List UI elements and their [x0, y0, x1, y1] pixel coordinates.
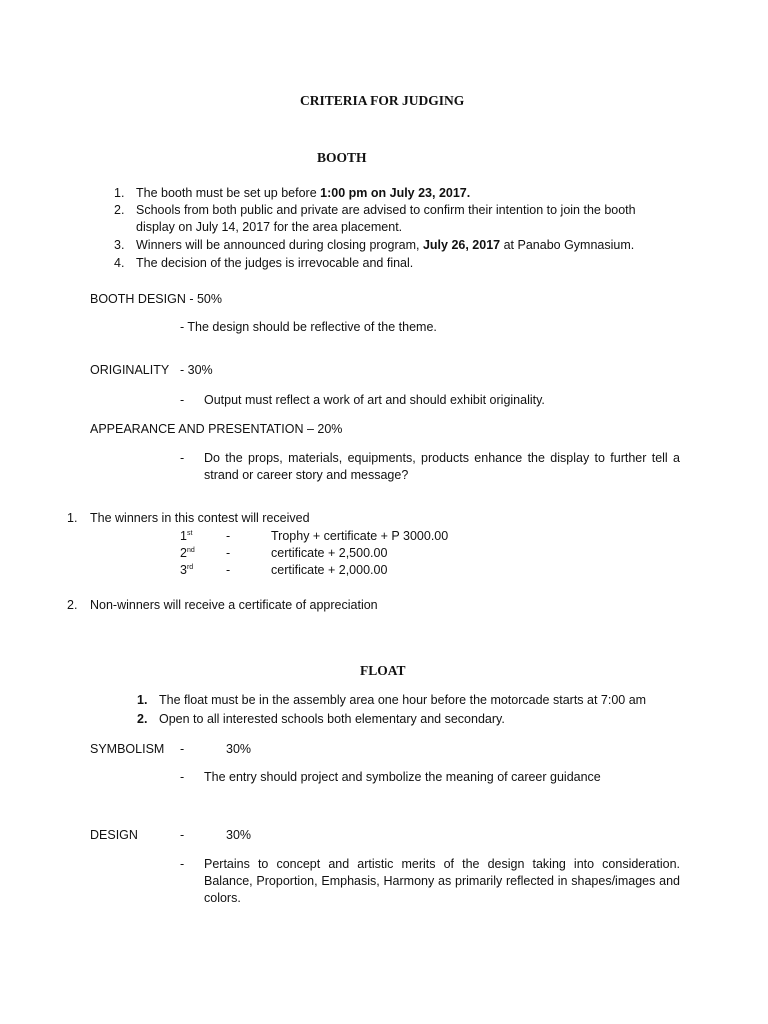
prize-place-suffix: nd — [186, 546, 195, 554]
float-heading: FLOAT — [360, 663, 406, 678]
bullet-dash: - — [226, 546, 231, 560]
booth-rule-number: 4. — [114, 256, 125, 270]
criterion-originality-label: ORIGINALITY — [90, 363, 170, 377]
non-winners-number: 2. — [67, 598, 78, 612]
criterion-booth-design-label: BOOTH DESIGN - 50% — [90, 292, 222, 306]
criterion-appearance-desc: Do the props, materials, equipments, products enhance the display to further tell a strand or career story and message? — [204, 451, 680, 482]
booth-rule-3-text: Winners will be announced during closing program, — [136, 238, 423, 252]
prize-place-suffix: st — [186, 529, 193, 537]
prize-place — [180, 562, 193, 579]
criterion-booth-design-desc: - The design should be reflective of the theme. — [180, 320, 437, 334]
prize-description: Trophy + certificate + P 3000.00 — [271, 529, 449, 543]
float-rule-1: The float must be in the assembly area one hour before the motorcade starts at 7:00 am — [159, 693, 647, 707]
float-rule-number: 2. — [137, 712, 148, 726]
criterion-appearance-label: APPEARANCE AND PRESENTATION – 20% — [90, 422, 343, 436]
prize-place-number: 1 — [180, 529, 187, 543]
booth-rule-1-text: The booth must be set up before — [136, 186, 321, 200]
booth-rule-3-text-end: at Panabo Gymnasium. — [500, 238, 635, 252]
prize-place-number: 2 — [180, 546, 187, 560]
criterion-symbolism-label: SYMBOLISM — [90, 742, 165, 756]
criterion-originality-percent: - 30% — [180, 363, 213, 377]
criterion-symbolism-desc: The entry should project and symbolize the meaning of career guidance — [204, 770, 601, 784]
booth-rule-number: 3. — [114, 238, 125, 252]
bullet-dash: - — [226, 529, 231, 543]
prize-place-suffix: rd — [186, 563, 194, 571]
booth-rule-1 — [136, 185, 470, 202]
criterion-originality-desc: Output must reflect a work of art and should exhibit originality. — [204, 393, 545, 407]
bullet-dash: - — [180, 828, 185, 842]
booth-rule-3 — [136, 237, 634, 254]
criterion-design-label: DESIGN — [90, 828, 138, 842]
bullet-dash: - — [180, 770, 185, 784]
bullet-dash: - — [226, 563, 231, 577]
criterion-design-percent: 30% — [226, 828, 252, 842]
bullet-dash: - — [180, 857, 185, 871]
booth-rule-2: Schools from both public and private are advised to confirm their intention to join the booth display on July 14, 2017 for the area placement. — [136, 203, 636, 234]
prize-description: certificate + 2,000.00 — [271, 563, 388, 577]
non-winners-text: Non-winners will receive a certificate of appreciation — [90, 598, 378, 612]
prize-description: certificate + 2,500.00 — [271, 546, 388, 560]
page-title: CRITERIA FOR JUDGING — [300, 93, 465, 108]
bullet-dash: - — [180, 451, 185, 465]
prize-place-number: 3 — [180, 563, 187, 577]
criterion-symbolism-percent: 30% — [226, 742, 252, 756]
bullet-dash: - — [180, 742, 185, 756]
prize-place — [180, 545, 195, 562]
prize-place — [180, 528, 192, 545]
booth-rule-4: The decision of the judges is irrevocable and final. — [136, 256, 414, 270]
float-rule-number: 1. — [137, 693, 148, 707]
criterion-design-desc: Pertains to concept and artistic merits of the design taking into consideration. Balance, Proportion, Emphasis, Harmony as primarily reflected in shapes/images and colors. — [204, 857, 680, 905]
booth-rule-number: 1. — [114, 186, 125, 200]
prizes-intro-number: 1. — [67, 511, 78, 525]
float-rule-2: Open to all interested schools both elementary and secondary. — [159, 712, 505, 726]
prizes-intro: The winners in this contest will received — [90, 511, 310, 525]
booth-rule-number: 2. — [114, 203, 125, 217]
bullet-dash: - — [180, 393, 185, 407]
booth-rule-1-bold-text: 1:00 pm on July 23, 2017. — [320, 186, 471, 200]
booth-heading: BOOTH — [317, 150, 367, 165]
booth-rule-3-bold-text: July 26, 2017 — [422, 238, 501, 252]
